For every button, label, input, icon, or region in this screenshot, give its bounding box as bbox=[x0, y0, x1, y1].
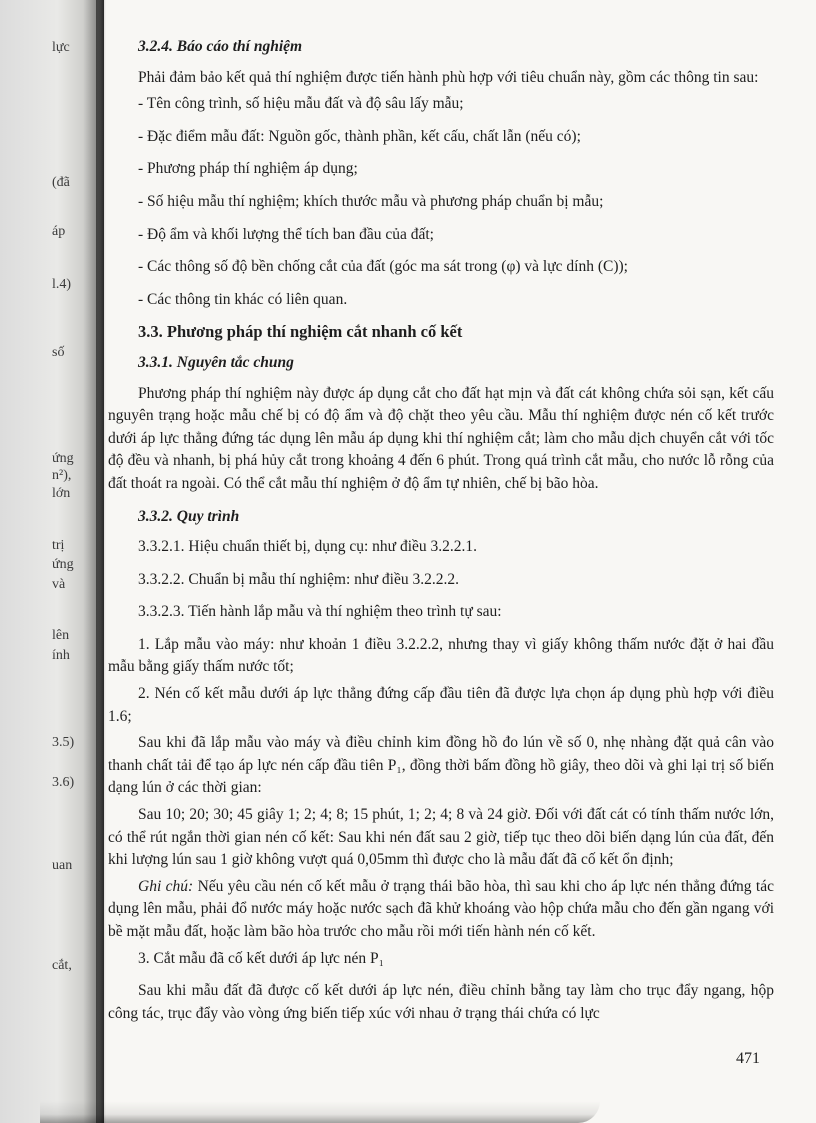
margin-fragment: ính bbox=[52, 648, 70, 663]
section-heading-3-3-2: 3.3.2. Quy trình bbox=[138, 507, 240, 525]
paragraph: Phải đảm bảo kết quả thí nghiệm được tiến hành phù hợp với tiêu chuẩn này, gồm các thông tin sau: bbox=[138, 68, 759, 86]
list-item: - Độ ẩm và khối lượng thể tích ban đầu của đất; bbox=[138, 225, 434, 243]
list-item: - Tên công trình, số hiệu mẫu đất và độ sâu lấy mẫu; bbox=[138, 95, 464, 113]
margin-fragment: 3.6) bbox=[52, 775, 75, 790]
margin-fragment: trị bbox=[52, 538, 65, 553]
list-item: 3.3.2.3. Tiến hành lắp mẫu và thí nghiệm theo trình tự sau: bbox=[138, 603, 502, 621]
margin-fragment: số bbox=[52, 345, 65, 360]
paragraph: 1. Lắp mẫu vào máy: như khoản 1 điều 3.2.2.2, nhưng thay vì giấy không thấm nước đặt ở hai đầu mẫu bằng giấy thấm nước tốt; bbox=[108, 635, 774, 676]
list-item: - Số hiệu mẫu thí nghiệm; khích thước mẫu và phương pháp chuẩn bị mẫu; bbox=[138, 192, 604, 210]
section-heading-3-3-1: 3.3.1. Nguyên tắc chung bbox=[138, 353, 294, 371]
margin-fragment: ứng bbox=[52, 451, 74, 466]
list-item: - Các thông tin khác có liên quan. bbox=[138, 290, 348, 308]
note-body: Nếu yêu cầu nén cố kết mẫu ở trạng thái bão hòa, thì sau khi cho áp lực nén thẳng đứng tác dụng lên mẫu, phải đổ nước máy hoặc nước sạch đã khử khoáng vào hộp chứa mẫu cho đến gần ngang với bề mặt mẫu đất, hoặc làm bão hòa trước cho mẫu rồi mới tiến hành nén cố kết. bbox=[108, 877, 774, 940]
paragraph: Phương pháp thí nghiệm này được áp dụng cắt cho đất hạt mịn và đất cát không chứa sỏi sạn, kết cấu nguyên trạng hoặc mẫu chế bị có độ ẩm và độ chặt theo yêu cầu. Mẫu thí nghiệm được nén cố kết trước dưới áp lực thẳng đứng tác dụng lên mẫu áp dụng khi thí nghiệm cắt; làm cho mẫu dịch chuyển cắt với tốc độ đều và nhanh, bị phá hủy cắt trong khoảng 4 đến 6 phút. Trong quá trình cắt mẫu, cho nước lỗ rỗng của đất thoát ra ngoài. Có thể cắt mẫu thí nghiệm ở độ ẩm tự nhiên, chế bị bão hòa. bbox=[108, 384, 774, 492]
page-number: 471 bbox=[736, 1050, 760, 1067]
paragraph: Sau khi đã lắp mẫu vào máy và điều chỉnh kim đồng hồ đo lún về số 0, nhẹ nhàng đặt quả cân vào thanh chất tải để tạo áp lực nén cấp đầu tiên P₁, đồng thời bấm đồng hồ giây, theo dõi và ghi lại trị số biến dạng lún ở các thời gian: bbox=[108, 734, 774, 797]
note-label: Ghi chú: bbox=[138, 877, 194, 895]
section-heading-3-2-4: 3.2.4. Báo cáo thí nghiệm bbox=[138, 38, 303, 55]
page-bottom-curl bbox=[40, 1101, 600, 1123]
paragraph: Sau 10; 20; 30; 45 giây 1; 2; 4; 8; 15 phút, 1; 2; 4; 8 và 24 giờ. Đối với đất cát có tính thấm nước lớn, có thể rút ngắn thời gian nén cố kết: Sau khi nén đất sau 2 giờ, tiếp tục theo dõi biến dạng lún của đất, đến khi lượng lún sau 1 giờ không vượt quá 0,05mm thì được cho là mẫu đất đã cố kết ổn định; bbox=[108, 806, 774, 869]
margin-fragment: 3.5) bbox=[52, 735, 75, 750]
section-heading-3-3: 3.3. Phương pháp thí nghiệm cắt nhanh cố kết bbox=[138, 322, 463, 342]
paragraph: 2. Nén cố kết mẫu dưới áp lực thẳng đứng cấp đầu tiên đã được lựa chọn áp dụng phù hợp với điều 1.6; bbox=[108, 685, 774, 725]
list-item: - Các thông số độ bền chống cắt của đất (góc ma sát trong (φ) và lực dính (C)); bbox=[138, 258, 628, 276]
margin-fragment: và bbox=[52, 577, 66, 592]
list-item: - Phương pháp thí nghiệm áp dụng; bbox=[138, 160, 358, 178]
note-paragraph bbox=[108, 876, 774, 944]
binding-shadow bbox=[96, 0, 106, 1123]
margin-fragment: (đã bbox=[52, 175, 70, 190]
list-item: 3. Cắt mẫu đã cố kết dưới áp lực nén P₁ bbox=[138, 949, 385, 967]
margin-fragment: áp bbox=[52, 224, 66, 239]
margin-fragment: n²), bbox=[52, 468, 72, 483]
paragraph: Sau khi mẫu đất đã được cố kết dưới áp lực nén, điều chỉnh bằng tay làm cho trục đẩy ngang, hộp công tác, trục đẩy vào vòng ứng biến tiếp xúc với nhau ở trạng thái chứa có lực bbox=[108, 982, 774, 1022]
margin-fragment: cắt, bbox=[52, 958, 72, 973]
margin-fragment: l.4) bbox=[52, 277, 72, 292]
margin-fragment: uan bbox=[52, 858, 73, 873]
list-item: 3.3.2.1. Hiệu chuẩn thiết bị, dụng cụ: như điều 3.2.2.1. bbox=[138, 538, 478, 556]
margin-fragment: lên bbox=[52, 628, 70, 643]
margin-fragment: lớn bbox=[52, 486, 71, 501]
margin-fragment: lực bbox=[52, 40, 70, 55]
list-item: - Đặc điểm mẫu đất: Nguồn gốc, thành phần, kết cấu, chất lẫn (nếu có); bbox=[138, 127, 581, 145]
list-item: 3.3.2.2. Chuẩn bị mẫu thí nghiệm: như điều 3.2.2.2. bbox=[138, 570, 459, 588]
page-content bbox=[108, 36, 774, 1029]
margin-fragment: ứng bbox=[52, 557, 74, 572]
